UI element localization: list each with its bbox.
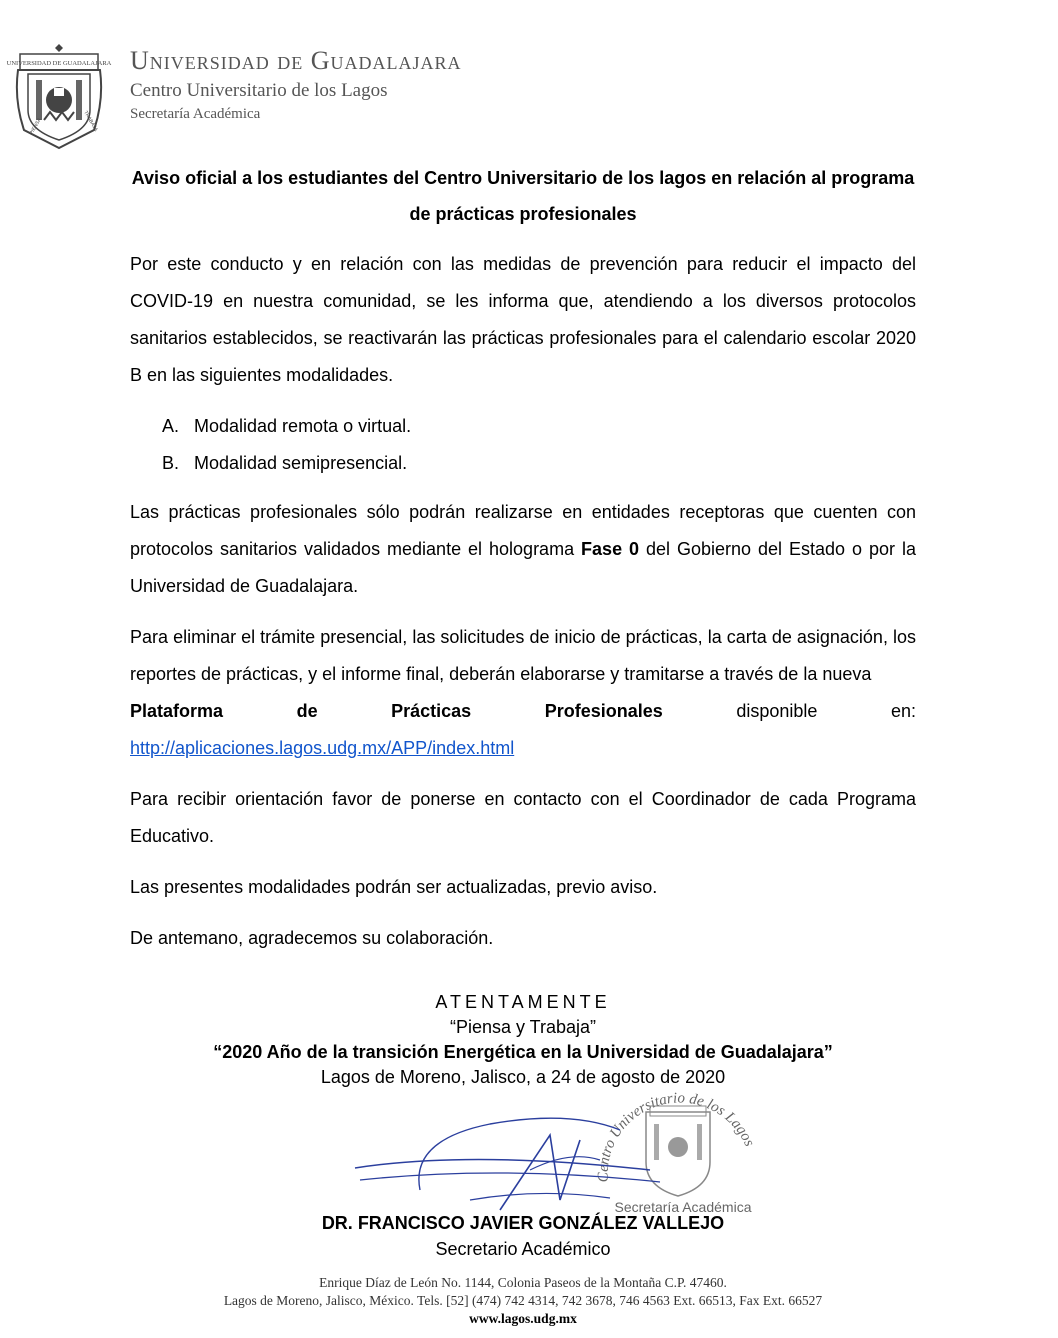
list-letter: A. [162, 416, 180, 436]
university-crest-icon [6, 40, 112, 152]
place-date: Lagos de Moreno, Jalisco, a 24 de agosto de 2020 [320, 1067, 726, 1087]
signer-name: DR. FRANCISCO JAVIER GONZÁLEZ VALLEJO [321, 1213, 725, 1233]
paragraph-updates: Las presentes modalidades podrán ser actualizadas, previo aviso. [130, 877, 658, 897]
campus-name: Centro Universitario de los Lagos [130, 80, 388, 101]
platform-link[interactable]: http://aplicaciones.lagos.udg.mx/APP/index.html [130, 738, 515, 758]
atentamente: ATENTAMENTE [435, 992, 611, 1012]
footer-phones: Lagos de Moreno, Jalisco, México. Tels. [52] (474) 742 4314, 742 3678, 746 4563 Ext. 66513, Fax Ext. 66527 [223, 1293, 823, 1308]
footer-website[interactable]: www.lagos.udg.mx [469, 1311, 577, 1326]
page-footer [100, 1274, 946, 1328]
paragraph-text: disponible en: [736, 701, 916, 721]
office-name: Secretaría Académica [130, 106, 261, 122]
paragraph-text: Para eliminar el trámite presencial, las solicitudes de inicio de prácticas, la carta de asignación, los reportes de prácticas, y el informe final, deberán elaborarse y tramitarse a través de la nueva [130, 627, 916, 684]
notice-title: Aviso oficial a los estudiantes del Centro Universitario de los lagos en relación al programa de prácticas profesionales [131, 168, 915, 224]
footer-address: Enrique Díaz de León No. 1144, Colonia Paseos de la Montaña C.P. 47460. [319, 1275, 727, 1290]
year-motto: “2020 Año de la transición Energética en la Universidad de Guadalajara” [213, 1042, 833, 1062]
list-letter: B. [162, 453, 180, 473]
paragraph-text: del Gobierno del Estado o por la Universidad de Guadalajara. [130, 539, 916, 596]
svg-text:TRABAJA: TRABAJA [82, 110, 99, 133]
stamp-ring-text: Centro Universitario de los Lagos [595, 1090, 758, 1183]
letterhead [6, 40, 1044, 155]
list-text: Modalidad semipresencial. [194, 453, 408, 473]
svg-text:PIENSA: PIENSA [28, 117, 43, 136]
platform-name: Plataforma de Prácticas Profesionales [130, 701, 663, 721]
paragraph-thanks: De antemano, agradecemos su colaboración. [130, 928, 494, 948]
university-name: Universidad de Guadalajara [130, 46, 462, 75]
platform-link-line [130, 730, 916, 767]
paragraph-intro: Por este conducto y en relación con las medidas de prevención para reducir el impacto del COVID-19 en nuestra comunidad, se les informa que, atendiendo a los diversos protocolos sanitarios establecidos, se reactivarán las prácticas profesionales para el calendario escolar 2020 B en las siguientes modalidades. [130, 254, 916, 385]
notice-body [130, 160, 916, 971]
svg-text:UNIVERSIDAD DE GUADALAJARA: UNIVERSIDAD DE GUADALAJARA [6, 60, 112, 67]
motto: “Piensa y Trabaja” [449, 1017, 597, 1037]
stamp-bottom-text: Secretaría Académica [614, 1199, 752, 1215]
list-item [130, 445, 916, 482]
modalities-list [130, 408, 916, 482]
signer-role: Secretario Académico [435, 1239, 611, 1259]
paragraph-text: Las prácticas profesionales sólo podrán realizarse en entidades receptoras que cuenten con protocolos sanitarios validados mediante el holograma [130, 502, 916, 559]
list-text: Modalidad remota o virtual. [194, 416, 412, 436]
paragraph-platform [130, 619, 916, 693]
paragraph-protocols [130, 494, 916, 605]
signer-block [180, 1210, 866, 1262]
hologram-phase: Fase 0 [581, 539, 640, 559]
platform-line [130, 693, 916, 730]
handwritten-signature [350, 1110, 670, 1220]
list-item [130, 408, 916, 445]
paragraph-orientation: Para recibir orientación favor de ponerse en contacto con el Coordinador de cada Programa Educativo. [130, 789, 916, 846]
